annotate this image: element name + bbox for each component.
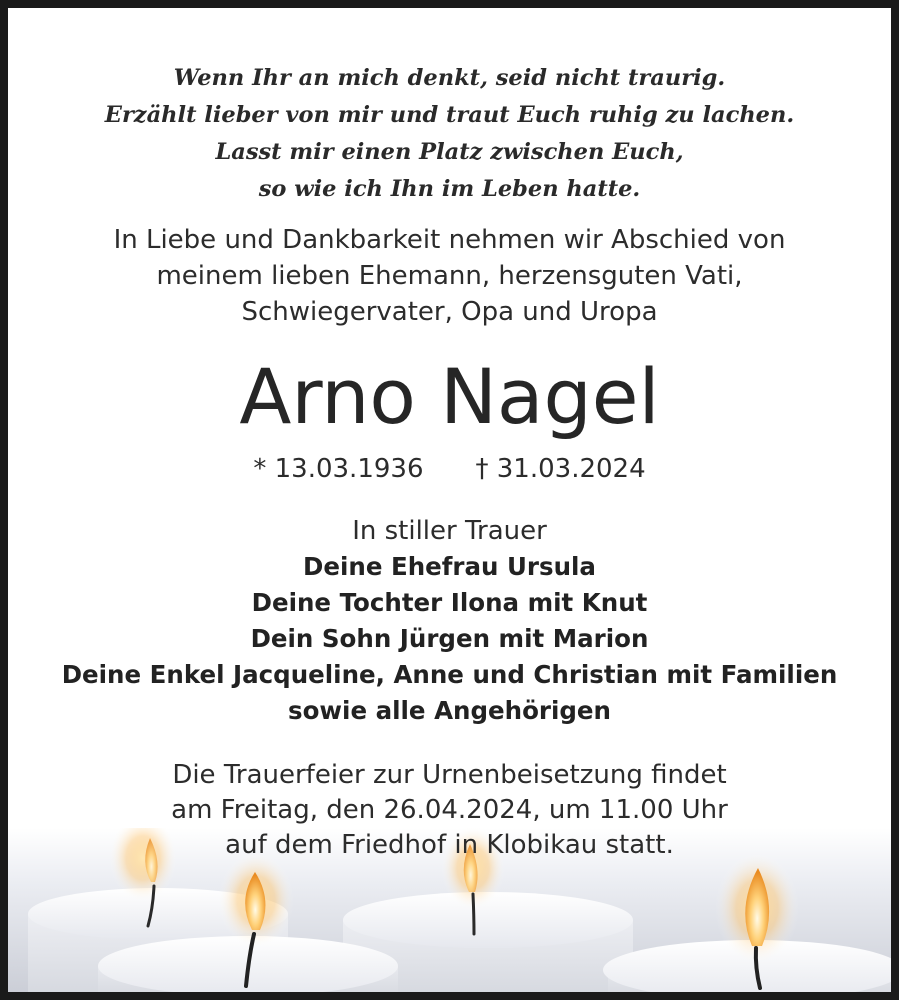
life-dates [8, 452, 891, 486]
poem-line: so wie ich Ihn im Leben hatte. [258, 176, 641, 202]
intro-line: Schwiegervater, Opa und Uropa [241, 297, 658, 327]
mourner-line: Deine Tochter Ilona mit Knut [251, 588, 648, 617]
service-line: auf dem Friedhof in Klobikau statt. [225, 830, 674, 860]
memorial-poem [8, 60, 891, 208]
farewell-intro [8, 222, 891, 330]
mourner-line: Dein Sohn Jürgen mit Marion [250, 624, 649, 653]
mourner-line: Deine Ehefrau Ursula [303, 552, 596, 581]
mourners-list [8, 549, 891, 729]
poem-line: Wenn Ihr an mich denkt, seid nicht traurig. [173, 65, 726, 91]
poem-line: Lasst mir einen Platz zwischen Euch, [215, 139, 684, 165]
poem-line: Erzählt lieber von mir und traut Euch ruhig zu lachen. [104, 102, 795, 128]
intro-line: In Liebe und Dankbarkeit nehmen wir Abschied von [113, 225, 786, 255]
deceased-name: Arno Nagel [239, 352, 660, 441]
mourning-intro: In stiller Trauer [352, 516, 547, 546]
death-date: † 31.03.2024 [475, 454, 646, 484]
birth-date: * 13.03.1936 [253, 454, 424, 484]
funeral-service-info [8, 758, 891, 863]
intro-line: meinem lieben Ehemann, herzensguten Vati, [156, 261, 743, 291]
service-line: Die Trauerfeier zur Urnenbeisetzung findet [172, 760, 727, 790]
mourner-line: sowie alle Angehörigen [288, 696, 611, 725]
service-line: am Freitag, den 26.04.2024, um 11.00 Uhr [171, 795, 728, 825]
mourner-line: Deine Enkel Jacqueline, Anne und Christian mit Familien [61, 660, 838, 689]
